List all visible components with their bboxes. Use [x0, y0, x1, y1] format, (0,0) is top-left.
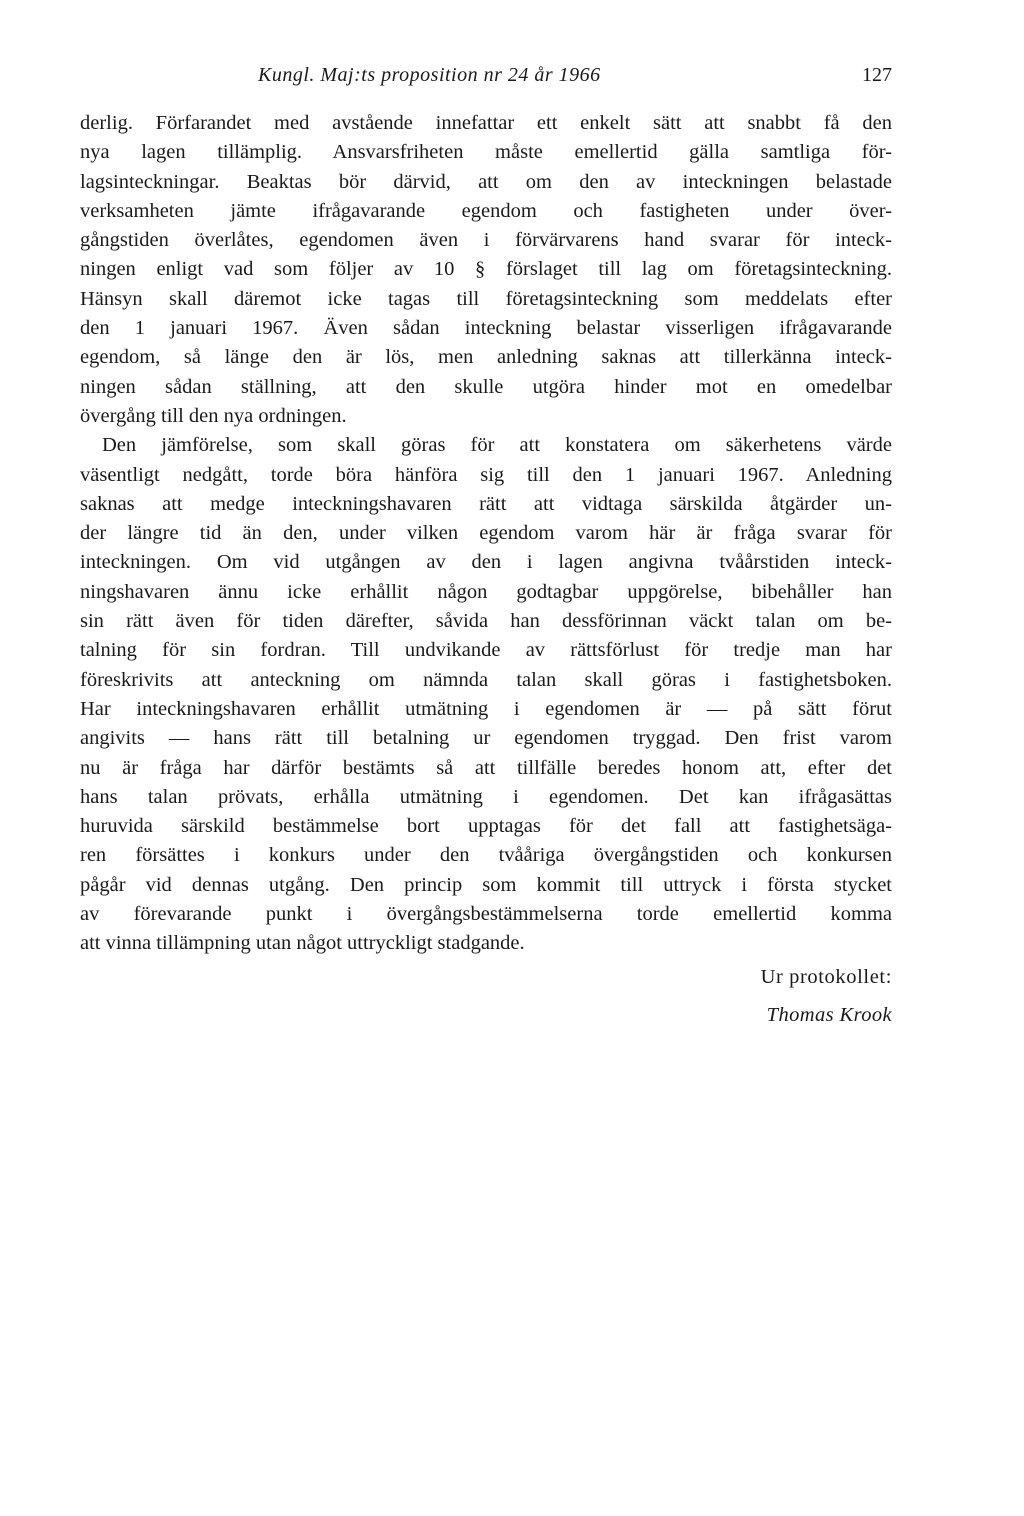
text-line: saknas att medge inteckningshavaren rätt att vidtaga särskilda åtgärder un-	[80, 492, 892, 515]
text-line: huruvida särskild bestämmelse bort upptagas för det fall att fastighetsäga-	[80, 815, 892, 838]
text-line: ningen enligt vad som följer av 10 § förslaget till lag om företagsinteckning.	[80, 258, 892, 281]
text-line: nu är fråga har därför bestämts så att tillfälle beredes honom att, efter det	[80, 756, 892, 779]
text-line: hans talan prövats, erhålla utmätning i egendomen. Det kan ifrågasättas	[80, 785, 892, 808]
signoff	[761, 966, 892, 1027]
text-line: inteckningen. Om vid utgången av den i lagen angivna tvåårstiden inteck-	[80, 551, 892, 574]
text-line: föreskrivits att anteckning om nämnda talan skall göras i fastighetsboken.	[80, 668, 892, 691]
text-line: Har inteckningshavaren erhållit utmätning i egendomen är — på sätt förut	[80, 697, 892, 720]
text-line: egendom, så länge den är lös, men anledning saknas att tillerkänna inteck-	[80, 346, 892, 369]
text-line: att vinna tillämpning utan något uttryckligt stadgande.	[80, 932, 525, 955]
text-line: övergång till den nya ordningen.	[80, 404, 347, 427]
text-line: der längre tid än den, under vilken egendom varom här är fråga svarar för	[80, 522, 892, 545]
page-number: 127	[862, 64, 892, 86]
text-line: verksamheten jämte ifrågavarande egendom och fastigheten under över-	[80, 199, 892, 222]
text-line: nya lagen tillämplig. Ansvarsfriheten måste emellertid gälla samtliga för-	[80, 141, 892, 164]
text-line: sin rätt även för tiden därefter, såvida han dessförinnan väckt talan om be-	[80, 610, 892, 633]
running-head	[80, 64, 892, 94]
running-title: Kungl. Maj:ts proposition nr 24 år 1966	[258, 64, 601, 86]
text-line: väsentligt nedgått, torde böra hänföra sig till den 1 januari 1967. Anledning	[80, 463, 892, 486]
paragraph-start-line: Den jämförelse, som skall göras för att konstatera om säkerhetens värde	[102, 434, 892, 457]
text-line: ningen sådan ställning, att den skulle utgöra hinder mot en omedelbar	[80, 375, 892, 398]
text-line: gångstiden överlåtes, egendomen även i förvärvarens hand svarar för inteck-	[80, 229, 892, 252]
text-line: pågår vid dennas utgång. Den princip som kommit till uttryck i första stycket	[80, 873, 892, 896]
text-line: angivits — hans rätt till betalning ur egendomen tryggad. Den frist varom	[80, 727, 892, 750]
text-line: talning för sin fordran. Till undvikande av rättsförlust för tredje man har	[80, 639, 892, 662]
signoff-label: Ur protokollet:	[760, 966, 892, 988]
text-line: den 1 januari 1967. Även sådan inteckning belastar visserligen ifrågavarande	[80, 317, 892, 340]
text-line: derlig. Förfarandet med avstående innefattar ett enkelt sätt att snabbt få den	[80, 112, 892, 134]
text-line: ningshavaren ännu icke erhållit någon godtagbar uppgörelse, bibehåller han	[80, 580, 892, 603]
text-line: av förevarande punkt i övergångsbestämmelserna torde emellertid komma	[80, 903, 892, 926]
text-line: Hänsyn skall däremot icke tagas till företagsinteckning som meddelats efter	[80, 287, 892, 310]
signoff-name: Thomas Krook	[766, 1004, 892, 1026]
text-line: lagsinteckningar. Beaktas bör därvid, att om den av inteckningen belastade	[80, 170, 892, 193]
text-line: ren försättes i konkurs under den tvååriga övergångstiden och konkursen	[80, 844, 892, 867]
body-text	[80, 109, 892, 959]
